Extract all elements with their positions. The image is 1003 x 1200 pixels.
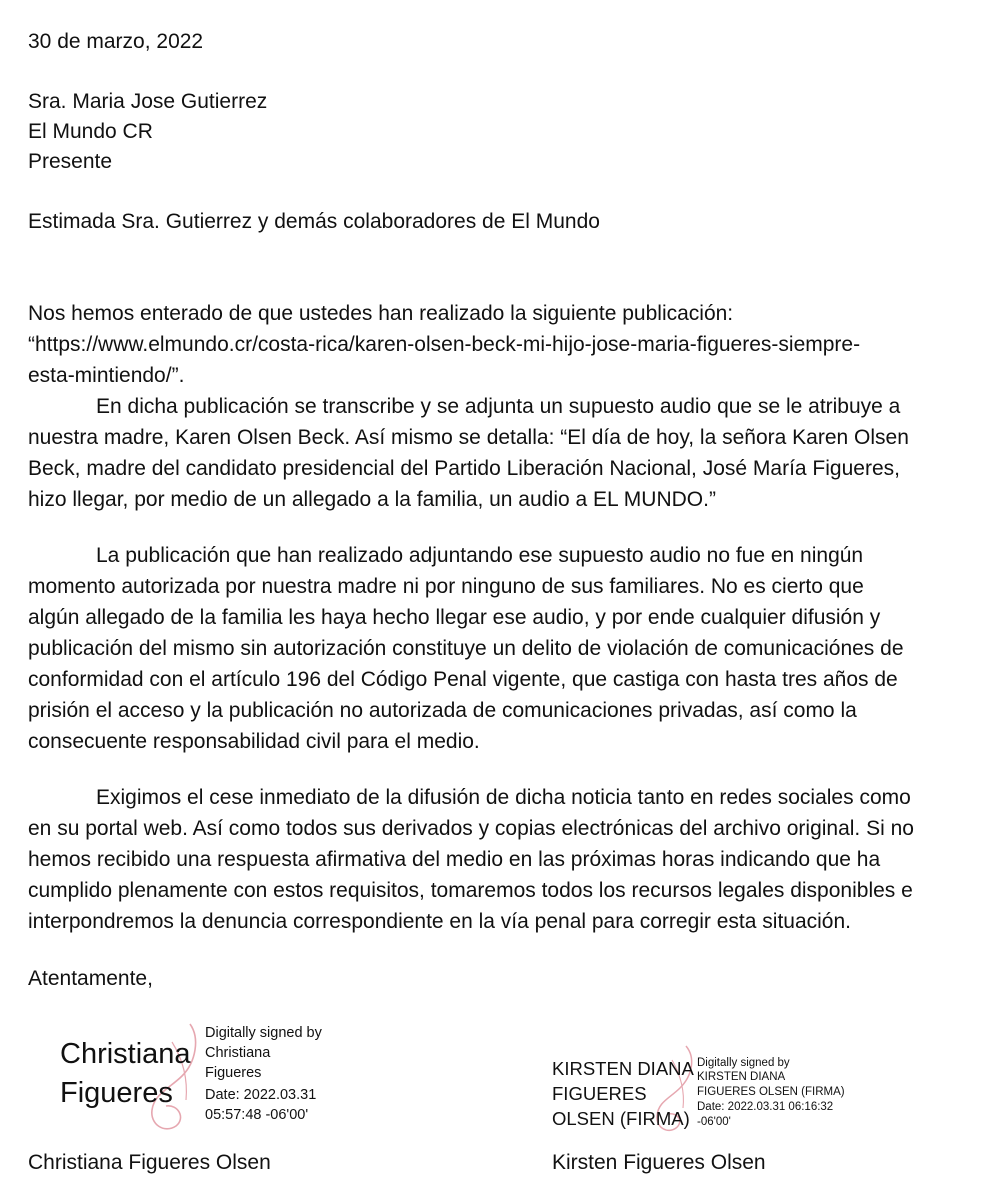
paragraph-line: esta-mintiendo/”. xyxy=(28,364,185,387)
digital-signature-line: Christiana xyxy=(205,1045,271,1061)
signature-name-line: OLSEN (FIRMA) xyxy=(552,1108,690,1129)
paragraph-line: conformidad con el artículo 196 del Código Penal vigente, que castiga con hasta tres años de xyxy=(28,668,898,691)
recipient-name: Sra. Maria Jose Gutierrez xyxy=(28,90,268,113)
digital-signature-line: KIRSTEN DIANA xyxy=(697,1071,786,1083)
paragraph-line: prisión el acceso y la publicación no autorizada de comunicaciones privadas, así como la xyxy=(28,699,857,722)
paragraph-line: hizo llegar, por medio de un allegado a la familia, un audio a EL MUNDO.” xyxy=(28,488,716,511)
paragraph-line: hemos recibido una respuesta afirmativa del medio en las próximas horas indicando que ha xyxy=(28,848,881,871)
paragraph-line: En dicha publicación se transcribe y se adjunta un supuesto audio que se le atribuye a xyxy=(96,395,901,418)
signature-name-line: Christiana xyxy=(60,1038,191,1070)
digital-signature-line: FIGUERES OLSEN (FIRMA) xyxy=(697,1086,845,1098)
digital-signature-line: -06'00' xyxy=(697,1116,731,1128)
recipient-present: Presente xyxy=(28,150,113,173)
recipient-org: El Mundo CR xyxy=(28,120,153,143)
paragraph-line: en su portal web. Así como todos sus derivados y copias electrónicas del archivo original. Si no xyxy=(28,817,914,840)
signature-name-line: Figueres xyxy=(60,1077,173,1109)
paragraph-line: Beck, madre del candidato presidencial del Partido Liberación Nacional, José María Figueres, xyxy=(28,457,900,480)
paragraph-line: algún allegado de la familia les haya hecho llegar ese audio, y por ende cualquier difusión y xyxy=(28,606,881,629)
signature-name-line: KIRSTEN DIANA xyxy=(552,1058,694,1079)
paragraph-line: Exigimos el cese inmediato de la difusión de dicha noticia tanto en redes sociales como xyxy=(96,786,911,809)
paragraph-line: “https://www.elmundo.cr/costa-rica/karen-olsen-beck-mi-hijo-jose-maria-figueres-siempre- xyxy=(28,333,861,356)
paragraph-line: consecuente responsabilidad civil para el medio. xyxy=(28,730,480,753)
paragraph-line: nuestra madre, Karen Olsen Beck. Así mismo se detalla: “El día de hoy, la señora Karen Olsen xyxy=(28,426,909,449)
printed-name: Kirsten Figueres Olsen xyxy=(552,1151,766,1174)
digital-signature-line: Digitally signed by xyxy=(205,1025,322,1041)
letter-date: 30 de marzo, 2022 xyxy=(28,30,204,53)
paragraph-4 xyxy=(28,782,978,937)
salutation: Estimada Sra. Gutierrez y demás colaboradores de El Mundo xyxy=(28,210,600,233)
closing: Atentamente, xyxy=(28,967,153,990)
paragraph-2 xyxy=(28,391,978,515)
digital-signature-line: Date: 2022.03.31 06:16:32 xyxy=(697,1101,834,1113)
digital-signature-line: Figueres xyxy=(205,1065,262,1081)
paragraph-line: momento autorizada por nuestra madre ni por ninguno de sus familiares. No es cierto que xyxy=(28,575,864,598)
digital-signature-line: Date: 2022.03.31 xyxy=(205,1087,317,1103)
paragraph-line: cumplido plenamente con estos requisitos, tomaremos todos los recursos legales disponibles e xyxy=(28,879,913,902)
digital-signature-line: 05:57:48 -06'00' xyxy=(205,1107,309,1123)
paragraph-line: publicación del mismo sin autorización constituye un delito de violación de comunicaciónes de xyxy=(28,637,904,660)
paragraph-line: La publicación que han realizado adjuntando ese supuesto audio no fue en ningún xyxy=(96,544,864,567)
paragraph-1 xyxy=(28,298,978,391)
signature-name-line: FIGUERES xyxy=(552,1083,647,1104)
paragraph-line: interpondremos la denuncia correspondiente en la vía penal para corregir esta situación. xyxy=(28,910,851,933)
digital-signature-line: Digitally signed by xyxy=(697,1057,790,1069)
paragraph-line: Nos hemos enterado de que ustedes han realizado la siguiente publicación: xyxy=(28,302,734,325)
paragraph-3 xyxy=(28,540,978,757)
printed-name: Christiana Figueres Olsen xyxy=(28,1151,271,1174)
